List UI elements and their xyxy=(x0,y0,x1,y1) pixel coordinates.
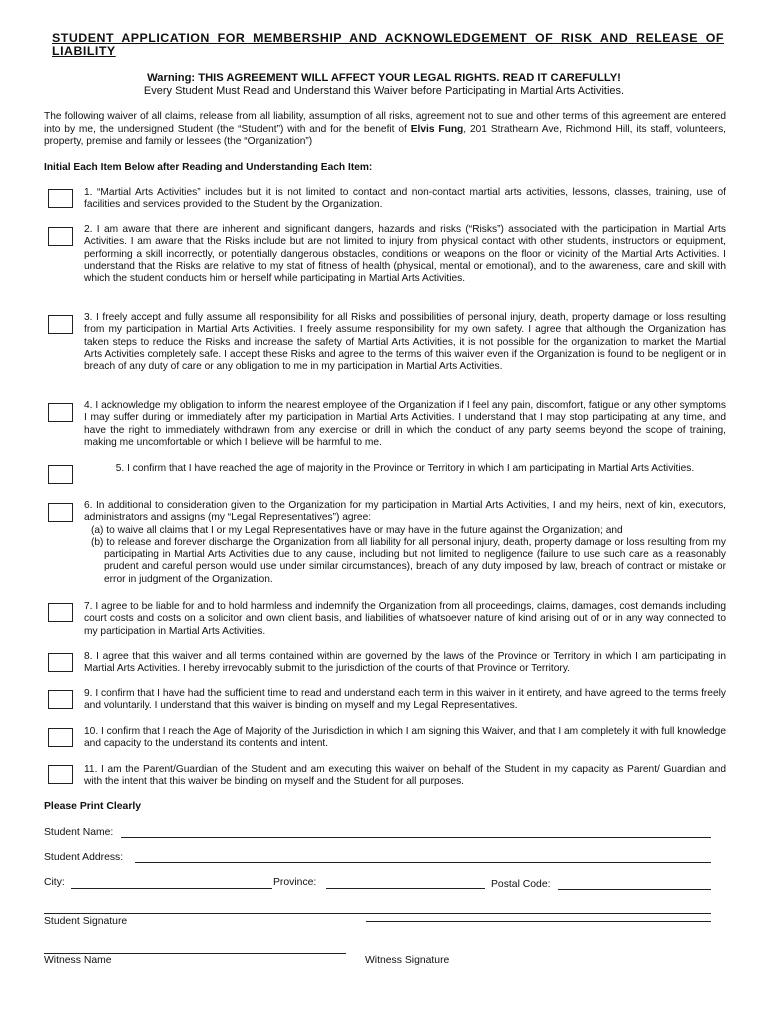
city-label: City: xyxy=(44,877,65,888)
postal-code-field[interactable] xyxy=(558,889,711,890)
witness-name-label: Witness Name xyxy=(44,955,112,966)
postal-code-label: Postal Code: xyxy=(491,879,551,890)
student-name-field[interactable] xyxy=(121,837,711,838)
student-signature-label: Student Signature xyxy=(44,916,128,927)
warning-line: Warning: THIS AGREEMENT WILL AFFECT YOUR LEGAL RIGHTS. READ IT CAREFULLY! xyxy=(147,72,621,84)
initial-box-6[interactable] xyxy=(48,503,73,522)
initial-box-9[interactable] xyxy=(48,690,73,709)
intro-paragraph xyxy=(44,111,726,149)
waiver-item-2-text: 2. I am aware that there are inherent and significant dangers, hazards and risks (“Risks”) associated with the participation in Martial Arts Activities. I am aware that the Risks include but are not limited to injury from physical contact with other students, instructors or equipment, performing a skill incorrectly, or potentially dangerous obstacles, conditions or weapons on the floor or vicinity of the Martial Arts Activities. I understand that the Risks are relative to my stat of fitness of health (physical, mental or emotional), and to the awareness, care and skill with which the student conducts him or herself while participating in Martial Arts Activities. xyxy=(84,224,726,285)
student-address-field[interactable] xyxy=(135,862,711,863)
initial-heading: Initial Each Item Below after Reading and Understanding Each Item: xyxy=(44,162,373,173)
city-field[interactable] xyxy=(71,888,272,889)
initial-box-3[interactable] xyxy=(48,315,73,334)
intro-text-after: , 201 Strathearn Ave, Richmond Hill, its staff, volunteers, property, premise and family or lessees (the “Organization”) xyxy=(44,123,726,148)
waiver-item-5 xyxy=(100,463,710,475)
student-signature-line-right[interactable] xyxy=(366,921,711,922)
waiver-item-6-text: 6. In additional to consideration given to the Organization for my participation in Martial Arts Activities, I and my heirs, next of kin, executors, administrators and assigns (my “Legal Representatives”) agree: xyxy=(84,500,726,524)
waiver-item-3 xyxy=(84,312,726,373)
waiver-item-11-text: 11. I am the Parent/Guardian of the Student and am executing this waiver on behalf of the Student in my capacity as Parent/ Guardian and with the intent that this waiver be binding on myself and the Student for all purposes. xyxy=(84,764,726,788)
warning-subline: Every Student Must Read and Understand this Waiver before Participating in Martial Arts Activities. xyxy=(143,85,625,97)
province-field[interactable] xyxy=(326,888,485,889)
document-title: STUDENT APPLICATION FOR MEMBERSHIP AND ACKNOWLEDGEMENT OF RISK AND RELEASE OF LIABILITY xyxy=(52,31,724,58)
initial-box-10[interactable] xyxy=(48,728,73,747)
waiver-item-4 xyxy=(84,400,726,449)
province-label: Province: xyxy=(273,877,317,888)
initial-box-8[interactable] xyxy=(48,653,73,672)
initial-box-2[interactable] xyxy=(48,227,73,246)
waiver-item-9 xyxy=(84,688,726,713)
initial-box-11[interactable] xyxy=(48,765,73,784)
intro-text-before: The following waiver of all claims, release from all liability, assumption of all risks, agreement not to sue and other terms of this agreement are entered into by me, the undersigned Student (the “Student”) with and for the benefit of xyxy=(44,111,726,135)
initial-box-7[interactable] xyxy=(48,603,73,622)
waiver-item-5-text: 5. I confirm that I have reached the age of majority in the Province or Territory in which I am participating in Martial Arts Activities. xyxy=(115,463,695,474)
witness-signature-label: Witness Signature xyxy=(365,955,450,966)
waiver-item-10 xyxy=(84,726,726,751)
waiver-item-3-text: 3. I freely accept and fully assume all responsibility for all Risks and possibilities of personal injury, death, property damage or loss resulting from my participation in Martial Arts Activities. I freely assume responsibility for my own safety. I agree that although the Organization has taken steps to reduce the Risks and increase the safety of Martial Arts Activities, it is not possible for the organization to market the Martial Arts Activities completely safe. I accept these Risks and agree to the terms of this waiver even if the Organization is found to be negligent or in breach of any duty of care or any obligation to me in my participation in Martial Arts Activities. xyxy=(84,312,726,373)
organization-owner-name: Elvis Fung xyxy=(410,123,464,135)
waiver-item-6 xyxy=(84,500,726,586)
initial-box-4[interactable] xyxy=(48,403,73,422)
student-name-label: Student Name: xyxy=(44,827,114,838)
waiver-item-8 xyxy=(84,651,726,676)
waiver-item-2 xyxy=(84,224,726,285)
waiver-item-11 xyxy=(84,764,726,789)
student-address-label: Student Address: xyxy=(44,852,124,863)
waiver-item-7-text: 7. I agree to be liable for and to hold harmless and indemnify the Organization from all proceedings, claims, damages, cost demands including court costs and costs on a solicitor and own client basis, and liabilities of whatsoever nature of kind arising out of or in any way connected to my participation in Martial Arts Activities. xyxy=(84,601,726,637)
waiver-item-4-text: 4. I acknowledge my obligation to inform the nearest employee of the Organization if I feel any pain, discomfort, fatigue or any other symptoms I may suffer during or immediately after my participation in Martial Arts Activities. I understand that I may stop participating at any time, and have the right to immediately withdrawn from any exercise or drill in which the conduct of any party seems beyond the scope of training, making me uncomfortable or which I believe will be harmful to me. xyxy=(84,400,726,448)
print-clearly-heading: Please Print Clearly xyxy=(44,801,142,812)
waiver-item-1-text: 1. “Martial Arts Activities” includes but it is not limited to contact and non-contact martial arts activities, lessons, classes, training, use of facilities and services provided to the Student by the Organization. xyxy=(84,187,726,211)
waiver-item-8-text: 8. I agree that this waiver and all terms contained within are governed by the laws of the Province or Territory in which I am participating in Martial Arts Activities. I hereby irrevocably submit to the jurisdiction of the courts of that Province or Territory. xyxy=(84,651,726,675)
initial-box-5[interactable] xyxy=(48,465,73,484)
witness-name-line[interactable] xyxy=(44,953,346,954)
waiver-item-9-text: 9. I confirm that I have had the sufficient time to read and understand each term in this waiver in it entirety, and have agreed to the terms freely and voluntarily. I understand that this waiver is binding on myself and my Legal Representatives. xyxy=(84,688,726,712)
waiver-item-1 xyxy=(84,187,726,212)
student-signature-line[interactable] xyxy=(44,913,711,914)
initial-box-1[interactable] xyxy=(48,189,73,208)
waiver-item-6b-text: (b) to release and forever discharge the Organization from all liability for all personal injury, death, property damage or loss resulting from my participating in Martial Arts Activities due to any cause, including but not limited to negligence (failure to use such care as a reasonably prudent and careful person would use under similar circumstances), breach of any duty imposed by law, breach of contract or mistake or error in judgment of the Organization. xyxy=(91,536,726,585)
waiver-item-6a-text: (a) to waive all claims that I or my Legal Representatives have or may have in the future against the Organization; and xyxy=(91,524,623,536)
waiver-item-10-text: 10. I confirm that I reach the Age of Majority of the Jurisdiction in which I am signing this Waiver, and that I am completely it with full knowledge and capacity to the understand its contents and intent. xyxy=(84,726,726,750)
waiver-item-7 xyxy=(84,601,726,638)
